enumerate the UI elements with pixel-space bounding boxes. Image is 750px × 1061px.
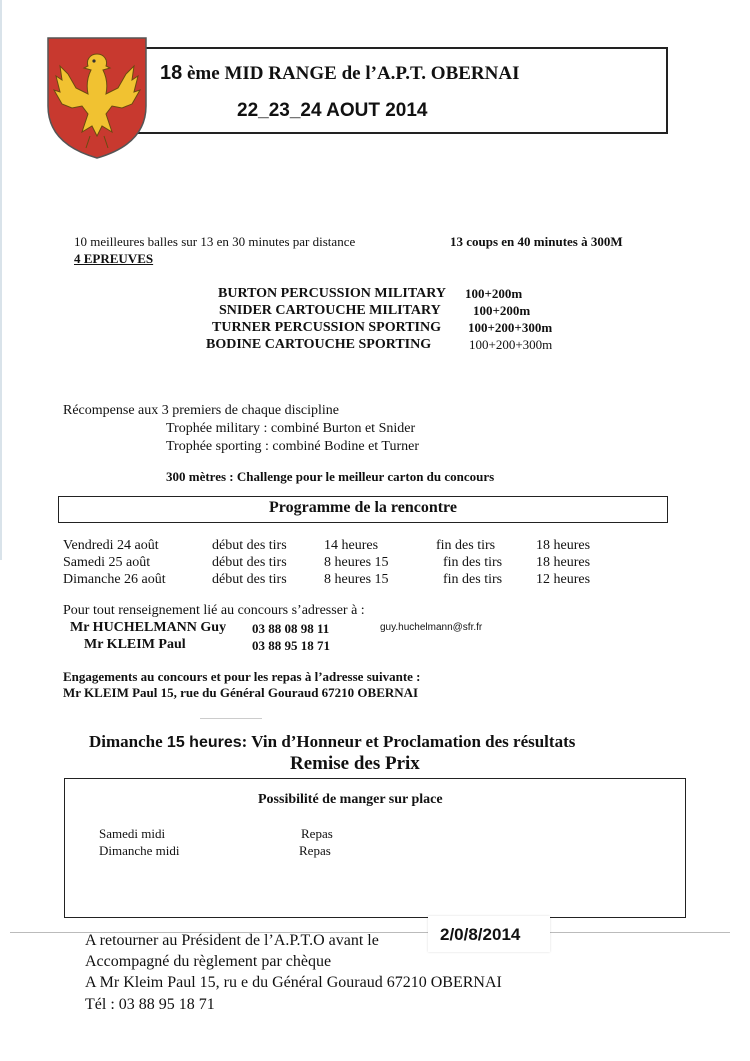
programme-end-time: 18 heures: [536, 555, 591, 570]
rules-line-300m: 13 coups en 40 minutes à 300M: [450, 234, 623, 249]
programme-title: Programme de la rencontre: [269, 499, 457, 516]
programme-end-label: fin des tirs: [443, 555, 503, 570]
challenge-300m: 300 mètres : Challenge pour le meilleur carton du concours: [166, 469, 495, 484]
payment-instruction: Accompagné du règlement par chèque: [85, 953, 332, 970]
event-name: BURTON PERCUSSION MILITARY: [218, 286, 446, 301]
event-distance: 100+200m: [465, 286, 523, 301]
meal-value: Repas: [301, 826, 333, 841]
programme-start-time: 8 heures 15: [324, 555, 389, 570]
return-address: A Mr Kleim Paul 15, ru e du Général Gouraud 67210 OBERNAI: [85, 974, 502, 991]
event-distance: 100+200m: [473, 303, 531, 318]
contact-name: Mr HUCHELMANN Guy: [70, 620, 227, 635]
awards-intro: Récompense aux 3 premiers de chaque discipline: [63, 403, 340, 418]
page-edge: [0, 0, 2, 560]
event-dates: 22_23_24 AOUT 2014: [237, 100, 428, 121]
programme-end-time: 18 heures: [536, 538, 591, 553]
epreuves-heading: 4 EPREUVES: [74, 251, 154, 266]
ceremony-time: 15 heures: [166, 734, 242, 751]
programme-start-label: début des tirs: [212, 538, 287, 553]
return-phone: Tél : 03 88 95 18 71: [85, 996, 215, 1013]
page-title: [160, 62, 520, 85]
coat-of-arms-eagle-icon: [46, 36, 148, 160]
programme-day: Vendredi 24 août: [63, 538, 159, 553]
trophy-sporting: Trophée sporting : combiné Bodine et Turner: [166, 439, 420, 454]
trophy-military: Trophée military : combiné Burton et Snider: [166, 421, 416, 436]
contact-phone: 03 88 95 18 71: [252, 638, 330, 653]
meal-label: Dimanche midi: [99, 843, 180, 858]
programme-start-time: 8 heures 15: [324, 572, 389, 587]
event-distance: 100+200+300m: [469, 337, 553, 352]
contact-phone: 03 88 08 98 11: [252, 621, 330, 636]
rules-line: 10 meilleures balles sur 13 en 30 minutes par distance: [74, 234, 356, 249]
programme-end-label: fin des tirs: [443, 572, 503, 587]
programme-end-time: 12 heures: [536, 572, 591, 587]
engagement-address: Mr KLEIM Paul 15, rue du Général Gouraud 67210 OBERNAI: [63, 685, 419, 700]
meal-label: Samedi midi: [99, 826, 166, 841]
event-name: TURNER PERCUSSION SPORTING: [212, 320, 441, 335]
engagement-line: Engagements au concours et pour les repas à l’adresse suivante :: [63, 669, 421, 684]
event-name: BODINE CARTOUCHE SPORTING: [206, 337, 432, 352]
divider: [200, 718, 262, 719]
ceremony-text: : Vin d’Honneur et Proclamation des résultats: [241, 732, 576, 751]
ceremony-prefix: Dimanche: [89, 732, 167, 751]
page-title-text: ème MID RANGE de l’A.P.T. OBERNAI: [182, 63, 520, 84]
return-instruction: A retourner au Président de l’A.P.T.O avant le: [85, 932, 379, 949]
deadline-date: 2/0/8/2014: [440, 925, 521, 944]
prize-ceremony: Remise des Prix: [290, 753, 420, 774]
event-name: SNIDER CARTOUCHE MILITARY: [219, 303, 441, 318]
programme-day: Samedi 25 août: [63, 555, 151, 570]
event-distance: 100+200+300m: [468, 320, 553, 335]
meal-title: Possibilité de manger sur place: [258, 792, 443, 807]
meal-value: Repas: [299, 843, 331, 858]
contact-name: Mr KLEIM Paul: [84, 637, 186, 652]
programme-start-label: début des tirs: [212, 555, 287, 570]
edition-number: 18: [160, 62, 183, 84]
programme-end-label: fin des tirs: [436, 538, 496, 553]
programme-start-label: début des tirs: [212, 572, 287, 587]
contact-intro: Pour tout renseignement lié au concours s’adresser à :: [63, 603, 365, 618]
contact-email: guy.huchelmann@sfr.fr: [380, 622, 483, 633]
programme-start-time: 14 heures: [324, 538, 379, 553]
programme-day: Dimanche 26 août: [63, 572, 166, 587]
ceremony-line: [89, 732, 575, 752]
